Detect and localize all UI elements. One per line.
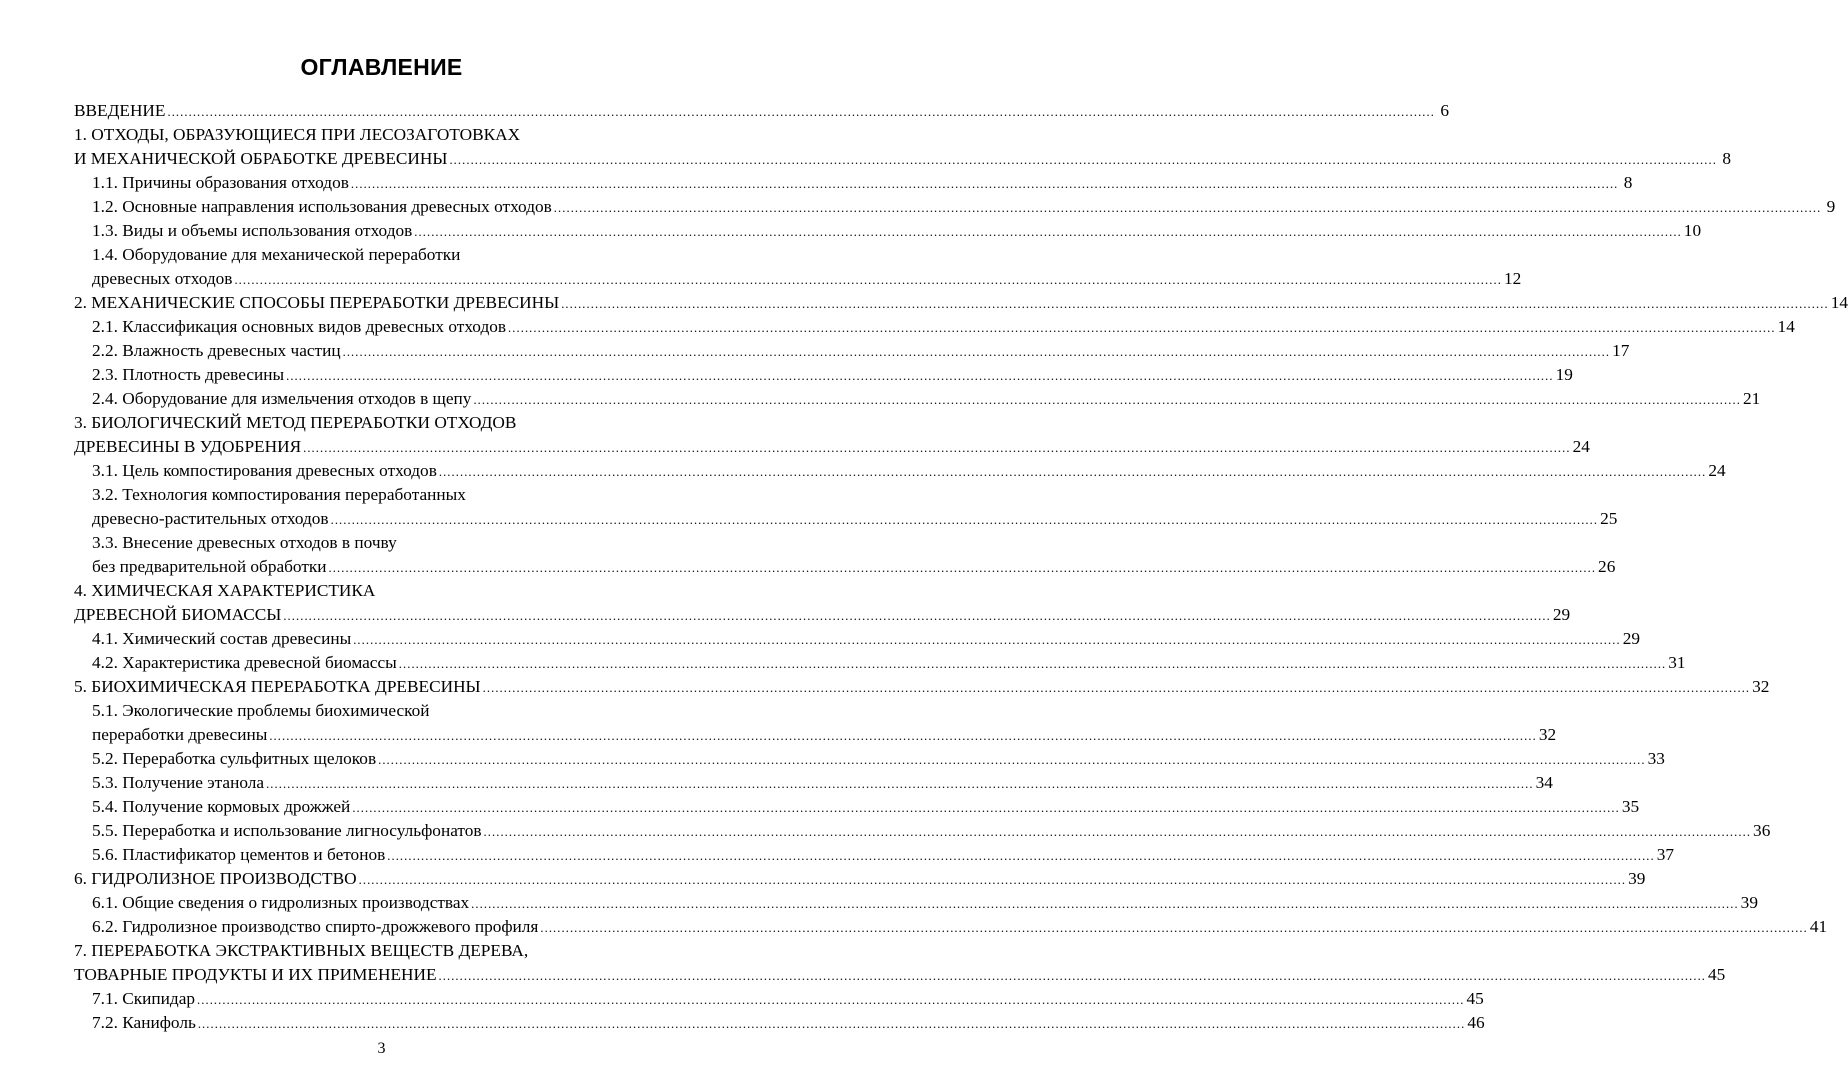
dot-leader: ............................................................................................................................................................................................................................................................................................................ bbox=[330, 513, 1599, 527]
toc-entry-title: 1.3. Виды и объемы использования отходов bbox=[92, 221, 413, 240]
toc-entry[interactable] bbox=[74, 459, 1726, 483]
dot-leader: ............................................................................................................................................................................................................................................................................................................ bbox=[269, 729, 1537, 743]
toc-entry-title: И МЕХАНИЧЕСКОЙ ОБРАБОТКЕ ДРЕВЕСИНЫ bbox=[74, 149, 448, 168]
toc-line bbox=[74, 651, 1686, 675]
dot-leader: ............................................................................................................................................................................................................................................................................................................ bbox=[286, 369, 1554, 383]
toc-line bbox=[74, 891, 1758, 915]
toc-page-number: 37 bbox=[1656, 845, 1675, 864]
toc-entry-title: 1. ОТХОДЫ, ОБРАЗУЮЩИЕСЯ ПРИ ЛЕСОЗАГОТОВКАХ bbox=[74, 125, 521, 144]
toc-entry[interactable] bbox=[74, 747, 1665, 771]
toc-page-number: 17 bbox=[1612, 341, 1630, 360]
toc-line bbox=[74, 243, 691, 267]
toc-entry-title: 6.1. Общие сведения о гидролизных производствах bbox=[92, 893, 470, 912]
toc-entry-title: ДРЕВЕСНОЙ БИОМАССЫ bbox=[74, 605, 282, 624]
toc-entry[interactable] bbox=[74, 843, 1675, 867]
toc-line bbox=[74, 1011, 1485, 1035]
dot-leader: ............................................................................................................................................................................................................................................................................................................ bbox=[353, 633, 1621, 647]
toc-entry-title: 3.1. Цель компостирования древесных отходов bbox=[92, 461, 437, 480]
toc-line bbox=[74, 267, 1522, 291]
toc-entry[interactable] bbox=[74, 699, 1557, 747]
toc-entry-title: 6.2. Гидролизное производство спирто-дрожжевого профиля bbox=[92, 917, 539, 936]
toc-line bbox=[74, 627, 1640, 651]
toc-line bbox=[74, 171, 1633, 195]
toc-entry[interactable] bbox=[74, 123, 1731, 171]
toc-page-number: 8 bbox=[1623, 173, 1633, 192]
dot-leader: ............................................................................................................................................................................................................................................................................................................ bbox=[471, 897, 1739, 911]
dot-leader: ............................................................................................................................................................................................................................................................................................................ bbox=[328, 561, 1597, 575]
toc-line bbox=[74, 747, 1665, 771]
toc-entry-title: 4.2. Характеристика древесной биомассы bbox=[92, 653, 397, 672]
toc-entry-title: 5.3. Получение этанола bbox=[92, 773, 265, 792]
toc-page-number: 8 bbox=[1722, 149, 1731, 168]
dot-leader: ............................................................................................................................................................................................................................................................................................................ bbox=[414, 225, 1682, 239]
toc-line bbox=[74, 819, 1771, 843]
toc-line bbox=[74, 363, 1573, 387]
toc-entry-title: 1.1. Причины образования отходов bbox=[92, 173, 349, 192]
toc-entry[interactable] bbox=[74, 195, 1836, 219]
toc-page-number: 45 bbox=[1466, 989, 1484, 1008]
dot-leader: ............................................................................................................................................................................................................................................................................................................ bbox=[540, 921, 1808, 935]
dot-leader: ............................................................................................................................................................................................................................................................................................................ bbox=[438, 465, 1707, 479]
toc-entry-title: 3.2. Технология компостирования переработанных bbox=[92, 485, 466, 504]
toc-line bbox=[74, 915, 1828, 939]
toc-entry-title: 4.1. Химический состав древесины bbox=[92, 629, 352, 648]
toc-entry-title: 2.4. Оборудование для измельчения отходов в щепу bbox=[92, 389, 472, 408]
toc-entry[interactable] bbox=[74, 891, 1758, 915]
toc-page-number: 32 bbox=[1538, 725, 1557, 744]
toc-entry[interactable] bbox=[74, 867, 1646, 891]
toc-line bbox=[74, 699, 691, 723]
toc-page-number: 41 bbox=[1809, 917, 1828, 936]
toc-entry[interactable] bbox=[74, 291, 1848, 315]
dot-leader: ............................................................................................................................................................................................................................................................................................................ bbox=[283, 609, 1551, 623]
toc-entry-title: 1.4. Оборудование для механической переработки bbox=[92, 245, 461, 264]
toc-page-number: 21 bbox=[1742, 389, 1761, 408]
toc-entry-title: 6. ГИДРОЛИЗНОЕ ПРОИЗВОДСТВО bbox=[74, 869, 357, 888]
toc-entry[interactable] bbox=[74, 99, 1449, 123]
toc-entry-title: переработки древесины bbox=[92, 725, 268, 744]
toc-page-number: 12 bbox=[1503, 269, 1522, 288]
toc-entry[interactable] bbox=[74, 915, 1828, 939]
toc-entry[interactable] bbox=[74, 363, 1573, 387]
dot-leader: ............................................................................................................................................................................................................................................................................................................ bbox=[482, 681, 1751, 695]
toc-line bbox=[74, 291, 1848, 315]
toc-entry-title: 5.1. Экологические проблемы биохимической bbox=[92, 701, 430, 720]
toc-entry-title: 5.4. Получение кормовых дрожжей bbox=[92, 797, 351, 816]
toc-page-number: 10 bbox=[1683, 221, 1702, 240]
toc-entry[interactable] bbox=[74, 1011, 1485, 1035]
dot-leader: ............................................................................................................................................................................................................................................................................................................ bbox=[358, 873, 1627, 887]
toc-entry-title: 2.1. Классификация основных видов древесных отходов bbox=[92, 317, 507, 336]
toc-entry-title: ВВЕДЕНИЕ bbox=[74, 101, 166, 120]
toc-entry[interactable] bbox=[74, 315, 1795, 339]
toc-entry-title: 3. БИОЛОГИЧЕСКИЙ МЕТОД ПЕРЕРАБОТКИ ОТХОДОВ bbox=[74, 413, 517, 432]
dot-leader: ............................................................................................................................................................................................................................................................................................................ bbox=[398, 657, 1667, 671]
toc-page-number: 31 bbox=[1668, 653, 1686, 672]
toc-entry-title: 7. ПЕРЕРАБОТКА ЭКСТРАКТИВНЫХ ВЕЩЕСТВ ДЕРЕВА, bbox=[74, 941, 529, 960]
toc-entry[interactable] bbox=[74, 339, 1630, 363]
dot-leader: ............................................................................................................................................................................................................................................................................................................ bbox=[303, 441, 1571, 455]
toc-page-number: 14 bbox=[1777, 317, 1795, 336]
toc-entry[interactable] bbox=[74, 771, 1553, 795]
dot-leader: ............................................................................................................................................................................................................................................................................................................ bbox=[449, 153, 1717, 167]
toc-entry-title: 2.2. Влажность древесных частиц bbox=[92, 341, 341, 360]
toc-entry-title: 1.2. Основные направления использования древесных отходов bbox=[92, 197, 552, 216]
toc-page-number: 35 bbox=[1621, 797, 1640, 816]
toc-entry[interactable] bbox=[74, 387, 1761, 411]
toc-entry-title: древесных отходов bbox=[92, 269, 233, 288]
toc-entry[interactable] bbox=[74, 219, 1702, 243]
toc-entry[interactable] bbox=[74, 411, 1590, 459]
toc-entry-title: 3.3. Внесение древесных отходов в почву bbox=[92, 533, 397, 552]
toc-line bbox=[74, 483, 691, 507]
toc-line bbox=[74, 315, 1795, 339]
toc-page-number: 39 bbox=[1740, 893, 1758, 912]
dot-leader: ............................................................................................................................................................................................................................................................................................................ bbox=[508, 321, 1776, 335]
toc-line bbox=[74, 507, 1618, 531]
dot-leader: ............................................................................................................................................................................................................................................................................................................ bbox=[473, 393, 1741, 407]
toc-entry-title: ТОВАРНЫЕ ПРОДУКТЫ И ИХ ПРИМЕНЕНИЕ bbox=[74, 965, 437, 984]
toc-line bbox=[74, 387, 1761, 411]
toc-line bbox=[74, 771, 1553, 795]
toc-entry-title: 5. БИОХИМИЧЕСКАЯ ПЕРЕРАБОТКА ДРЕВЕСИНЫ bbox=[74, 677, 481, 696]
toc-entry[interactable] bbox=[74, 171, 1633, 195]
toc-entry-title: древесно-растительных отходов bbox=[92, 509, 329, 528]
toc-entry-title: без предварительной обработки bbox=[92, 557, 327, 576]
dot-leader: ............................................................................................................................................................................................................................................................................................................ bbox=[197, 993, 1465, 1007]
toc-line bbox=[74, 147, 1731, 171]
dot-leader: ............................................................................................................................................................................................................................................................................................................ bbox=[561, 297, 1829, 311]
toc-page-number: 45 bbox=[1708, 965, 1726, 984]
toc-page-number: 14 bbox=[1830, 293, 1848, 312]
dot-leader: ............................................................................................................................................................................................................................................................................................................ bbox=[197, 1017, 1466, 1031]
toc-line bbox=[74, 99, 1449, 123]
toc-page-number: 36 bbox=[1753, 821, 1771, 840]
dot-leader: ............................................................................................................................................................................................................................................................................................................ bbox=[553, 201, 1822, 215]
toc-line bbox=[74, 459, 1726, 483]
toc-entry-title: 5.2. Переработка сульфитных щелоков bbox=[92, 749, 377, 768]
toc-entry[interactable] bbox=[74, 939, 1726, 987]
toc-line bbox=[74, 723, 1557, 747]
toc-page-number: 6 bbox=[1440, 101, 1449, 120]
toc-line bbox=[74, 555, 1616, 579]
dot-leader: ............................................................................................................................................................................................................................................................................................................ bbox=[350, 177, 1619, 191]
table-of-contents bbox=[74, 99, 1848, 1035]
toc-page-number: 25 bbox=[1600, 509, 1618, 528]
toc-entry[interactable] bbox=[74, 651, 1686, 675]
toc-page-number: 34 bbox=[1535, 773, 1553, 792]
dot-leader: ............................................................................................................................................................................................................................................................................................................ bbox=[438, 969, 1707, 983]
toc-entry[interactable] bbox=[74, 243, 1522, 291]
toc-line bbox=[74, 123, 691, 147]
toc-page-number: 24 bbox=[1708, 461, 1726, 480]
dot-leader: ............................................................................................................................................................................................................................................................................................................ bbox=[234, 273, 1502, 287]
dot-leader: ............................................................................................................................................................................................................................................................................................................ bbox=[483, 825, 1752, 839]
toc-page-number: 24 bbox=[1572, 437, 1590, 456]
page-title: ОГЛАВЛЕНИЕ bbox=[300, 54, 463, 80]
toc-entry[interactable] bbox=[74, 483, 1618, 531]
toc-entry[interactable] bbox=[74, 987, 1484, 1011]
toc-entry-title: ДРЕВЕСИНЫ В УДОБРЕНИЯ bbox=[74, 437, 302, 456]
toc-page-number: 19 bbox=[1555, 365, 1573, 384]
toc-entry-title: 7.1. Скипидар bbox=[92, 989, 196, 1008]
dot-leader: ............................................................................................................................................................................................................................................................................................................ bbox=[266, 777, 1534, 791]
toc-page-number: 39 bbox=[1628, 869, 1646, 888]
dot-leader: ............................................................................................................................................................................................................................................................................................................ bbox=[352, 801, 1620, 815]
toc-line bbox=[74, 963, 1726, 987]
toc-entry-title: 7.2. Канифоль bbox=[92, 1013, 196, 1032]
dot-leader: ............................................................................................................................................................................................................................................................................................................ bbox=[167, 105, 1435, 119]
toc-line bbox=[74, 219, 1702, 243]
toc-line bbox=[74, 339, 1630, 363]
toc-entry[interactable] bbox=[74, 795, 1640, 819]
toc-page-number: 46 bbox=[1467, 1013, 1485, 1032]
toc-entry-title: 4. ХИМИЧЕСКАЯ ХАРАКТЕРИСТИКА bbox=[74, 581, 376, 600]
toc-entry[interactable] bbox=[74, 531, 1616, 579]
dot-leader: ............................................................................................................................................................................................................................................................................................................ bbox=[342, 345, 1611, 359]
toc-line bbox=[74, 435, 1590, 459]
toc-line bbox=[74, 843, 1675, 867]
toc-page-number: 29 bbox=[1552, 605, 1571, 624]
toc-line bbox=[74, 867, 1646, 891]
toc-line bbox=[74, 795, 1640, 819]
dot-leader: ............................................................................................................................................................................................................................................................................................................ bbox=[387, 849, 1655, 863]
toc-line bbox=[74, 411, 691, 435]
toc-entry-title: 2.3. Плотность древесины bbox=[92, 365, 285, 384]
toc-entry[interactable] bbox=[74, 579, 1571, 627]
toc-entry[interactable] bbox=[74, 675, 1770, 699]
toc-entry[interactable] bbox=[74, 627, 1640, 651]
toc-entry-title: 5.6. Пластификатор цементов и бетонов bbox=[92, 845, 386, 864]
toc-entry[interactable] bbox=[74, 819, 1771, 843]
toc-line bbox=[74, 939, 691, 963]
toc-entry-title: 2. МЕХАНИЧЕСКИЕ СПОСОБЫ ПЕРЕРАБОТКИ ДРЕВЕСИНЫ bbox=[74, 293, 560, 312]
toc-page-number: 26 bbox=[1598, 557, 1616, 576]
dot-leader: ............................................................................................................................................................................................................................................................................................................ bbox=[378, 753, 1646, 767]
toc-page-number: 33 bbox=[1647, 749, 1665, 768]
toc-line bbox=[74, 531, 691, 555]
toc-page-number: 29 bbox=[1622, 629, 1640, 648]
toc-line bbox=[74, 603, 1571, 627]
toc-line bbox=[74, 195, 1836, 219]
page-number: 3 bbox=[377, 1040, 386, 1057]
toc-entry-title: 5.5. Переработка и использование лигносульфонатов bbox=[92, 821, 482, 840]
toc-page-number: 9 bbox=[1826, 197, 1836, 216]
toc-page-number: 32 bbox=[1752, 677, 1770, 696]
toc-line bbox=[74, 987, 1484, 1011]
toc-line bbox=[74, 675, 1770, 699]
toc-line bbox=[74, 579, 691, 603]
